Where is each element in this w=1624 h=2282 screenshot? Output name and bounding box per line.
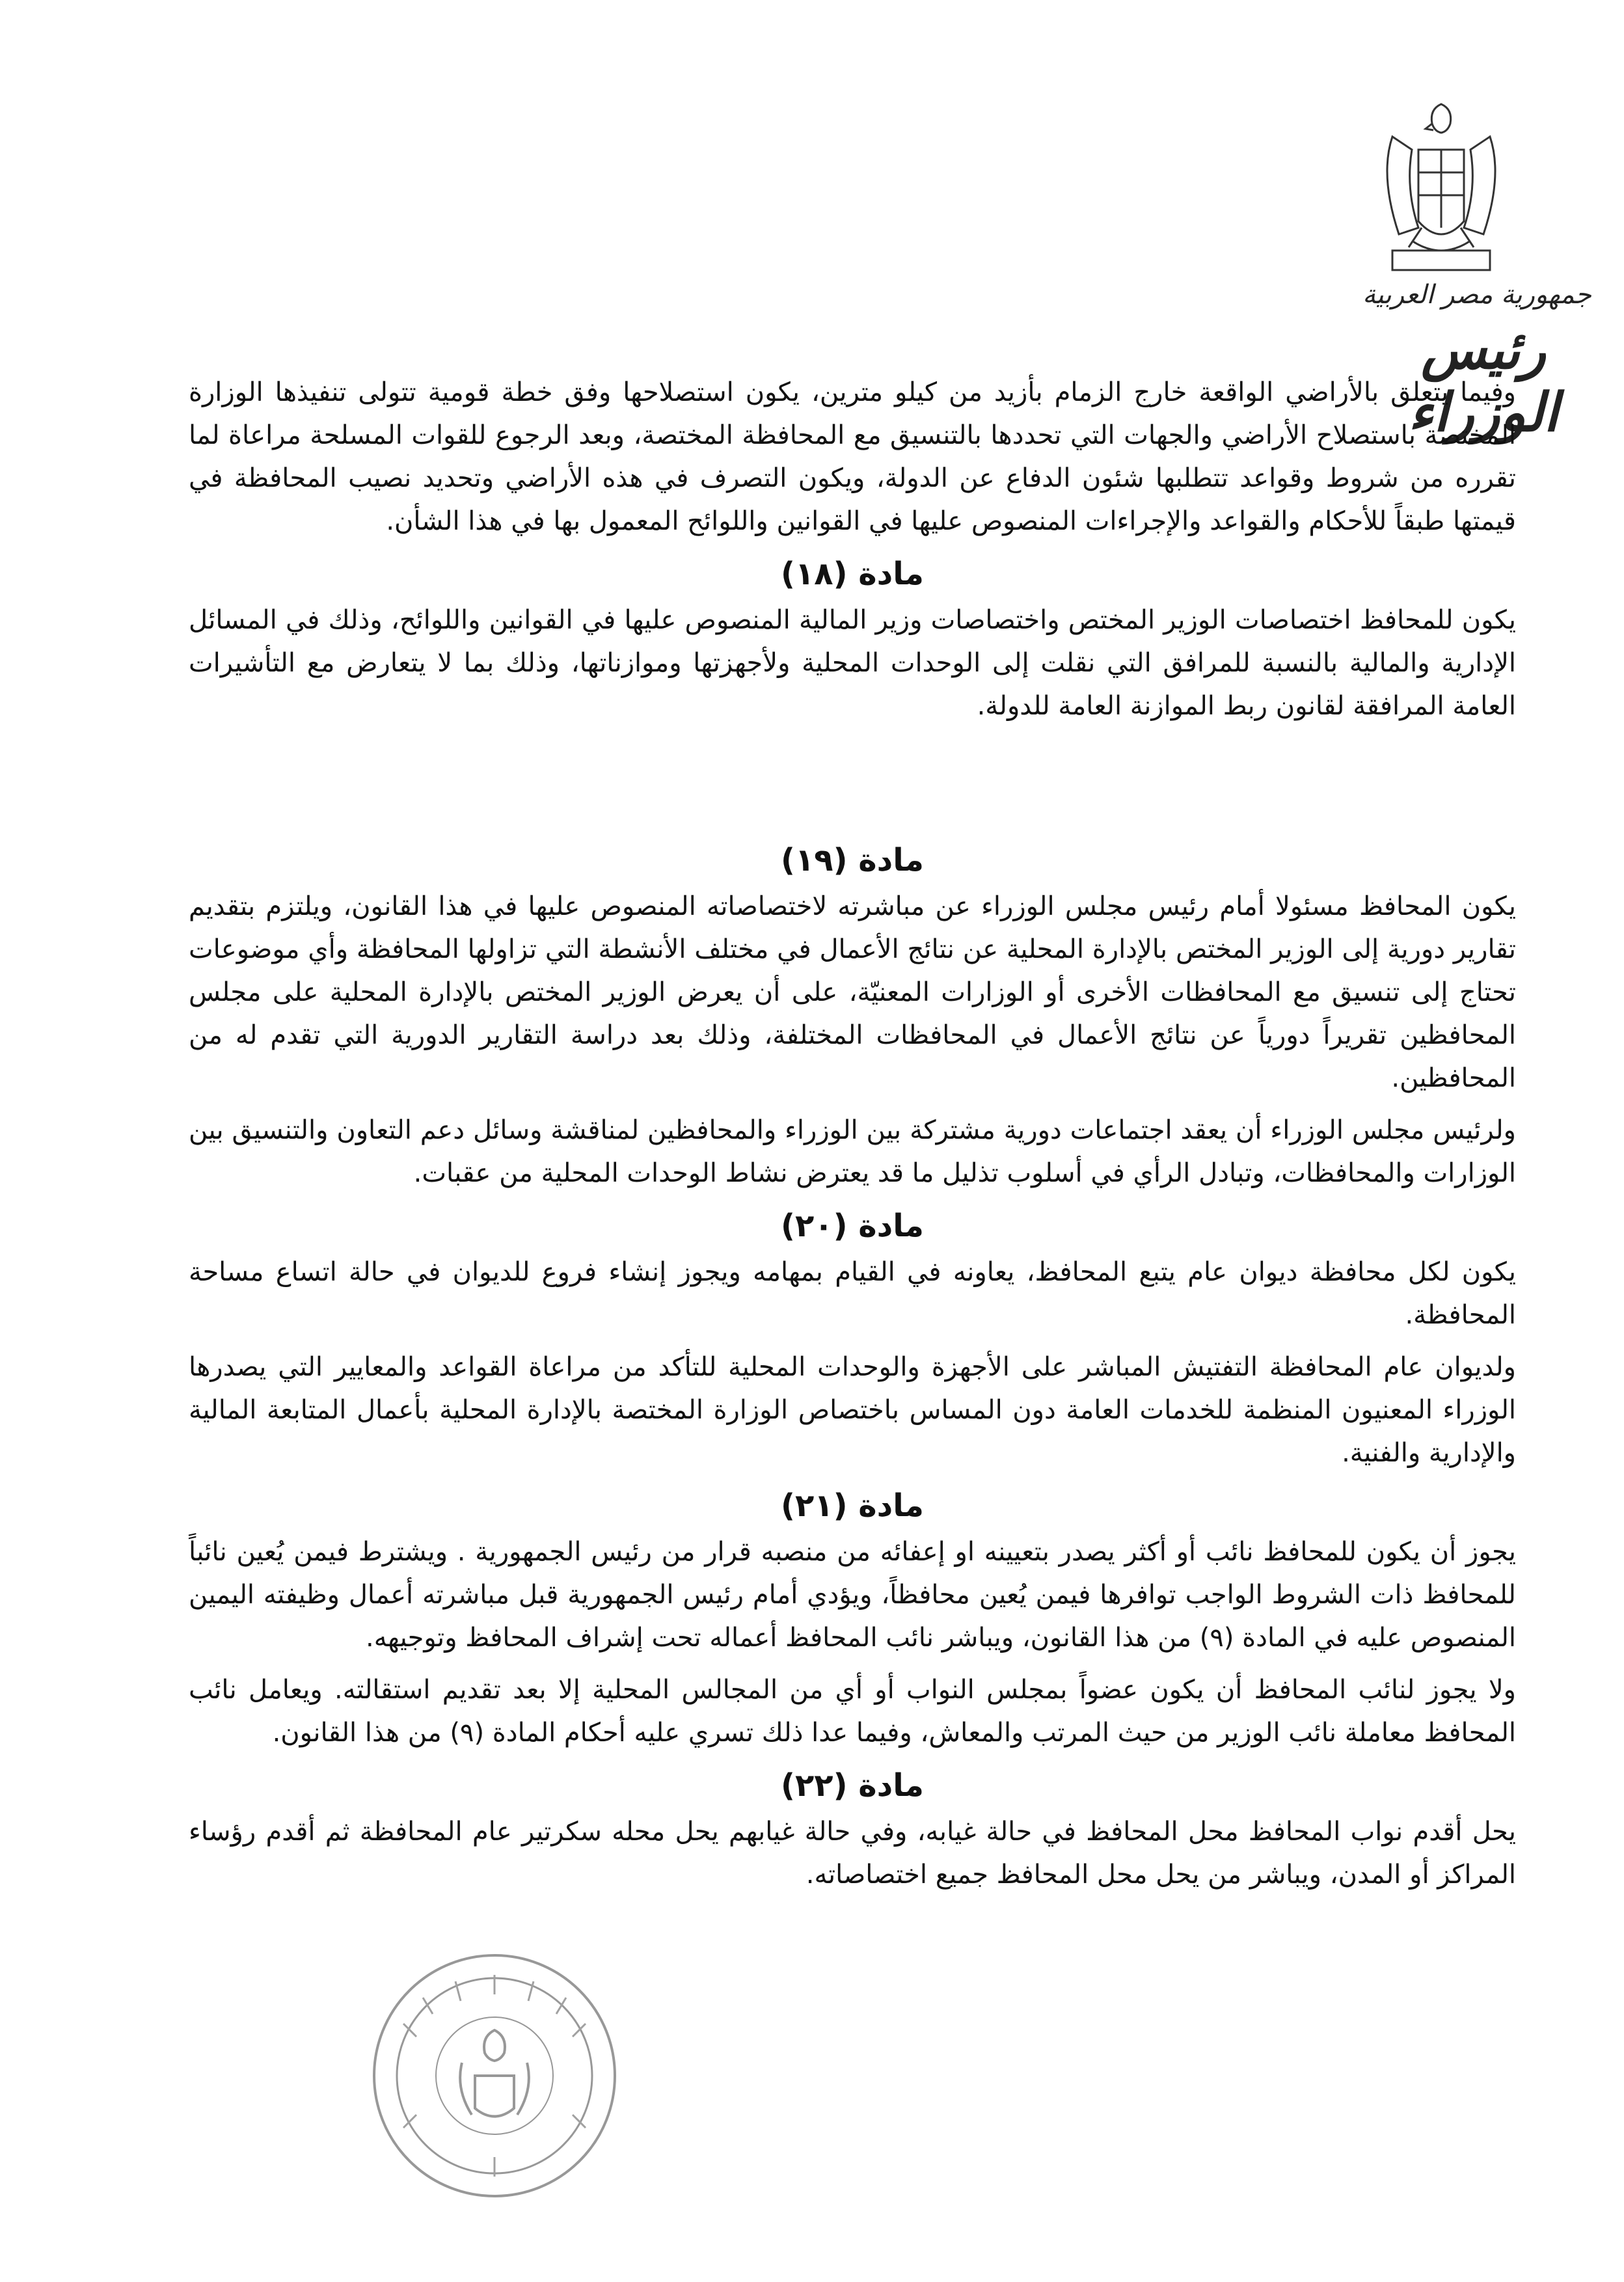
article-18 — [189, 552, 1516, 727]
article-title: مادة (٢٢) — [781, 1767, 924, 1804]
article-title: مادة (٢٠) — [781, 1208, 924, 1244]
header-country: جمهورية مصر العربية — [1362, 280, 1591, 310]
paragraph: يحل أقدم نواب المحافظ محل المحافظ في حالة غيابه، وفي حالة غيابهم يحل محله سكرتير عام المحافظة ثم أقدم رؤساء المراكز أو المدن، ويباشر من يحل محل المحافظ جميع اختصاصاته. — [189, 1817, 1516, 1890]
article-21 — [189, 1484, 1516, 1754]
paragraph: يجوز أن يكون للمحافظ نائب أو أكثر يصدر بتعيينه او إعفائه من منصبه قرار من رئيس الجمهورية . ويشترط فيمن يُعين نائباً للمحافظ ذات الشروط الواجب توافرها فيمن يُعين محافظاً، ويؤدي أمام رئيس الجمهورية قبل مباشرته أعمال وظيفته اليمين المنصوص عليه في المادة (٩) من هذا القانون، ويباشر نائب المحافظ أعماله تحت إشراف المحافظ وتوجيهه. — [189, 1537, 1516, 1653]
eagle-emblem-icon — [1366, 98, 1516, 293]
paragraph: ولا يجوز لنائب المحافظ أن يكون عضواً بمجلس النواب أو أي من المجالس المحلية إلا بعد تقديم استقالته. ويعامل نائب المحافظ معاملة نائب الوزير من حيث المرتب والمعاش، وفيما عدا ذلك تسري عليه أحكام المادة (٩) من هذا القانون. — [189, 1675, 1516, 1748]
paragraph: وفيما يتعلق بالأراضي الواقعة خارج الزمام بأزيد من كيلو مترين، يكون استصلاحها وفق خطة قومية تتولى تنفيذها الوزارة المختصة باستصلاح الأراضي والجهات التي تحددها بالتنسيق مع المحافظة المختصة، وبعد الرجوع للقوات المسلحة مراعاة لما تقرره من شروط وقواعد تتطلبها شئون الدفاع عن الدولة، ويكون التصرف في هذه الأراضي وتحديد نصيب المحافظة في قيمتها طبقاً للأحكام والقواعد والإجراءات المنصوص عليها في القوانين واللوائح المعمول بها في هذا الشأن. — [189, 377, 1516, 536]
paragraph: يكون المحافظ مسئولا أمام رئيس مجلس الوزراء عن مباشرته لاختصاصاته المنصوص عليها في هذا القانون، ويلتزم بتقديم تقارير دورية إلى الوزير المختص بالإدارة المحلية عن نتائج الأعمال في مختلف الأنشطة التي تزاولها المحافظة وأي موضوعات تحتاج إلى تنسيق مع المحافظات الأخرى أو الوزارات المعنيّة، على أن يعرض الوزير المختص بالإدارة المحلية على مجلس المحافظين تقريراً دورياً عن نتائج الأعمال في المحافظات المختلفة، وذلك بعد دراسة التقارير الدورية التي تقدم له من المحافظين. — [189, 891, 1516, 1093]
header-office: رئيس الوزراء — [1408, 319, 1559, 444]
article-22 — [189, 1763, 1516, 1896]
paragraph: ولرئيس مجلس الوزراء أن يعقد اجتماعات دورية مشتركة بين الوزراء والمحافظين لمناقشة وسائل دعم التعاون والتنسيق بين الوزارات والمحافظات، وتبادل الرأي في أسلوب تذليل ما قد يعترض نشاط الوحدات المحلية من عقبات. — [189, 1115, 1516, 1188]
official-seal-icon — [364, 1946, 625, 2206]
article-20 — [189, 1204, 1516, 1474]
paragraph: يكون للمحافظ اختصاصات الوزير المختص واختصاصات وزير المالية المنصوص عليها في القوانين واللوائح، وذلك في المسائل الإدارية والمالية بالنسبة للمرافق التي نقلت إلى الوحدات المحلية ولأجهزتها وموازناتها، وذلك بما لا يتعارض مع التأشيرات العامة المرافقة لقانون ربط الموازنة العامة للدولة. — [189, 605, 1516, 721]
document-body — [189, 371, 1516, 1905]
article-title: مادة (٢١) — [781, 1487, 924, 1524]
spacer — [189, 737, 1516, 834]
article-title: مادة (١٩) — [781, 842, 924, 878]
article-title: مادة (١٨) — [781, 556, 924, 592]
paragraph: يكون لكل محافظة ديوان عام يتبع المحافظ، يعاونه في القيام بمهامه ويجوز إنشاء فروع للديوان في حالة اتساع مساحة المحافظة. — [189, 1257, 1516, 1330]
article-19 — [189, 838, 1516, 1195]
article-continuation — [189, 371, 1516, 543]
paragraph: ولديوان عام المحافظة التفتيش المباشر على الأجهزة والوحدات المحلية للتأكد من مراعاة القواعد والمعايير التي يصدرها الوزراء المعنيون المنظمة للخدمات العامة دون المساس باختصاص الوزارة المختصة بالإدارة المحلية بأعمال المتابعة المالية والإدارية والفنية. — [189, 1352, 1516, 1468]
